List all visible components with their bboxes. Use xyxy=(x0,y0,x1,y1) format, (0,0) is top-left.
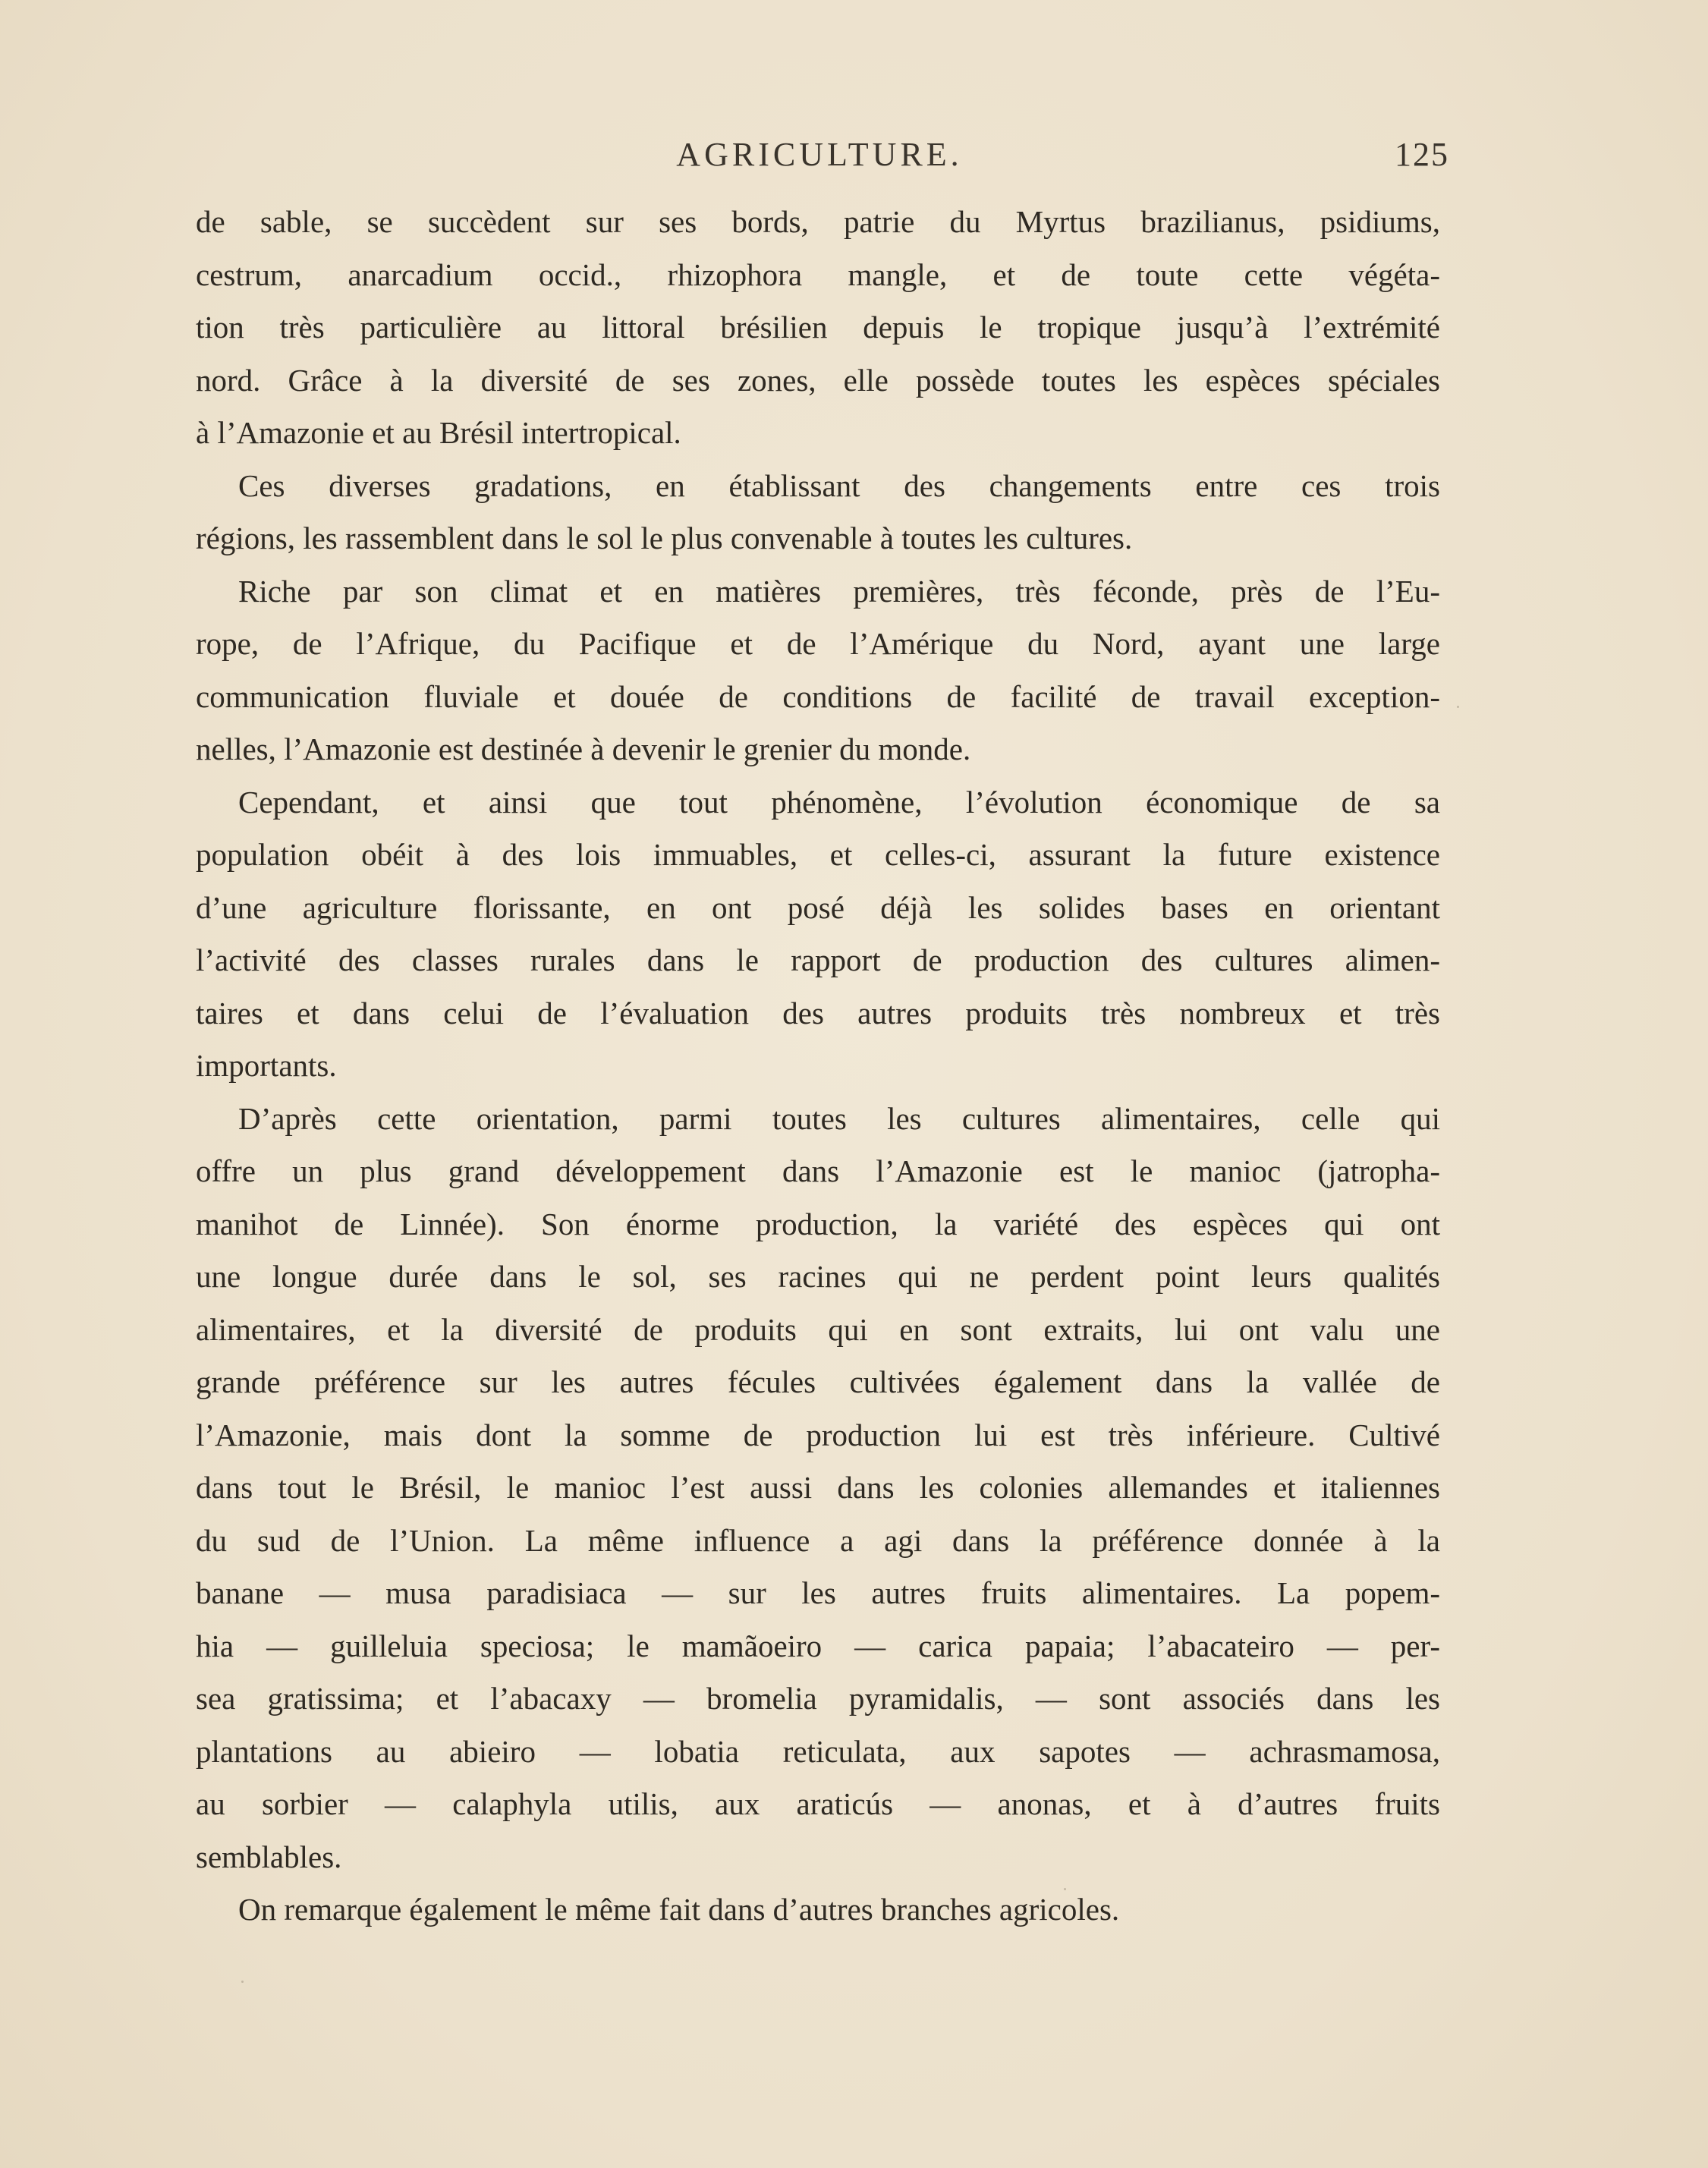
text-line: au sorbier — calaphyla utilis, aux araticús — anonas, et à d’autres fruits xyxy=(196,1786,1440,1821)
text-line: cestrum, anarcadium occid., rhizophora mangle, et de toute cette végéta- xyxy=(196,256,1440,292)
text-line: alimentaires, et la diversité de produits qui en sont extraits, lui ont valu une xyxy=(196,1311,1440,1347)
text-line: à l’Amazonie et au Brésil intertropical. xyxy=(196,415,681,450)
page-number: 125 xyxy=(1395,136,1449,173)
text-line: dans tout le Brésil, le manioc l’est aussi dans les colonies allemandes et italiennes xyxy=(196,1470,1440,1505)
text-line: D’après cette orientation, parmi toutes les cultures alimentaires, celle qui xyxy=(238,1100,1440,1136)
text-line: hia — guilleluia speciosa; le mamãoeiro — carica papaia; l’abacateiro — per- xyxy=(196,1628,1440,1663)
text-line: Ces diverses gradations, en établissant des changements entre ces trois xyxy=(238,467,1440,503)
text-line: d’une agriculture florissante, en ont posé déjà les solides bases en orientant xyxy=(196,889,1440,925)
paper-speckle xyxy=(1457,706,1459,708)
text-line: Cependant, et ainsi que tout phénomène, l’évolution économique de sa xyxy=(238,784,1440,820)
text-line: tion très particulière au littoral brésilien depuis le tropique jusqu’à l’extrémité xyxy=(196,310,1440,345)
paper-speckle xyxy=(1064,1888,1066,1890)
text-line: banane — musa paradisiaca — sur les autres fruits alimentaires. La popem- xyxy=(196,1575,1440,1610)
text-line: grande préférence sur les autres fécules cultivées également dans la vallée de xyxy=(196,1364,1440,1399)
text-line: taires et dans celui de l’évaluation des autres produits très nombreux et très xyxy=(196,995,1440,1031)
paper-speckle xyxy=(241,1981,244,1983)
text-line: offre un plus grand développement dans l’Amazonie est le manioc (jatropha- xyxy=(196,1153,1440,1188)
text-line: manihot de Linnée). Son énorme production, la variété des espèces qui ont xyxy=(196,1206,1440,1241)
text-line: semblables. xyxy=(196,1839,342,1874)
text-line: Riche par son climat et en matières premières, très féconde, près de l’Eu- xyxy=(238,573,1440,609)
text-line: l’Amazonie, mais dont la somme de production lui est très inférieure. Cultivé xyxy=(196,1417,1440,1452)
text-line: rope, de l’Afrique, du Pacifique et de l’Amérique du Nord, ayant une large xyxy=(196,626,1440,661)
text-line: sea gratissima; et l’abacaxy — bromelia pyramidalis, — sont associés dans les xyxy=(196,1681,1440,1716)
text-line: nord. Grâce à la diversité de ses zones, elle possède toutes les espèces spéciales xyxy=(196,362,1440,398)
chapter-title: AGRICULTURE. xyxy=(676,136,963,173)
text-line: importants. xyxy=(196,1048,337,1083)
text-line: régions, les rassemblent dans le sol le plus convenable à toutes les cultures. xyxy=(196,521,1133,555)
text-line: population obéit à des lois immuables, et celles-ci, assurant la future existence xyxy=(196,837,1440,872)
text-line: de sable, se succèdent sur ses bords, patrie du Myrtus brazilianus, psidiums, xyxy=(196,204,1440,239)
text-line: une longue durée dans le sol, ses racines qui ne perdent point leurs qualités xyxy=(196,1259,1440,1294)
text-line: du sud de l’Union. La même influence a agi dans la préférence donnée à la xyxy=(196,1522,1440,1558)
running-head xyxy=(190,135,1449,181)
text-line: On remarque également le même fait dans d’autres branches agricoles. xyxy=(238,1892,1120,1927)
text-line: plantations au abieiro — lobatia reticulata, aux sapotes — achrasmamosa, xyxy=(196,1733,1440,1769)
text-line: l’activité des classes rurales dans le rapport de production des cultures alimen- xyxy=(196,942,1440,977)
body-text xyxy=(196,196,1440,1937)
text-line: nelles, l’Amazonie est destinée à devenir le grenier du monde. xyxy=(196,732,971,766)
text-line: communication fluviale et douée de conditions de facilité de travail exception- xyxy=(196,678,1440,714)
